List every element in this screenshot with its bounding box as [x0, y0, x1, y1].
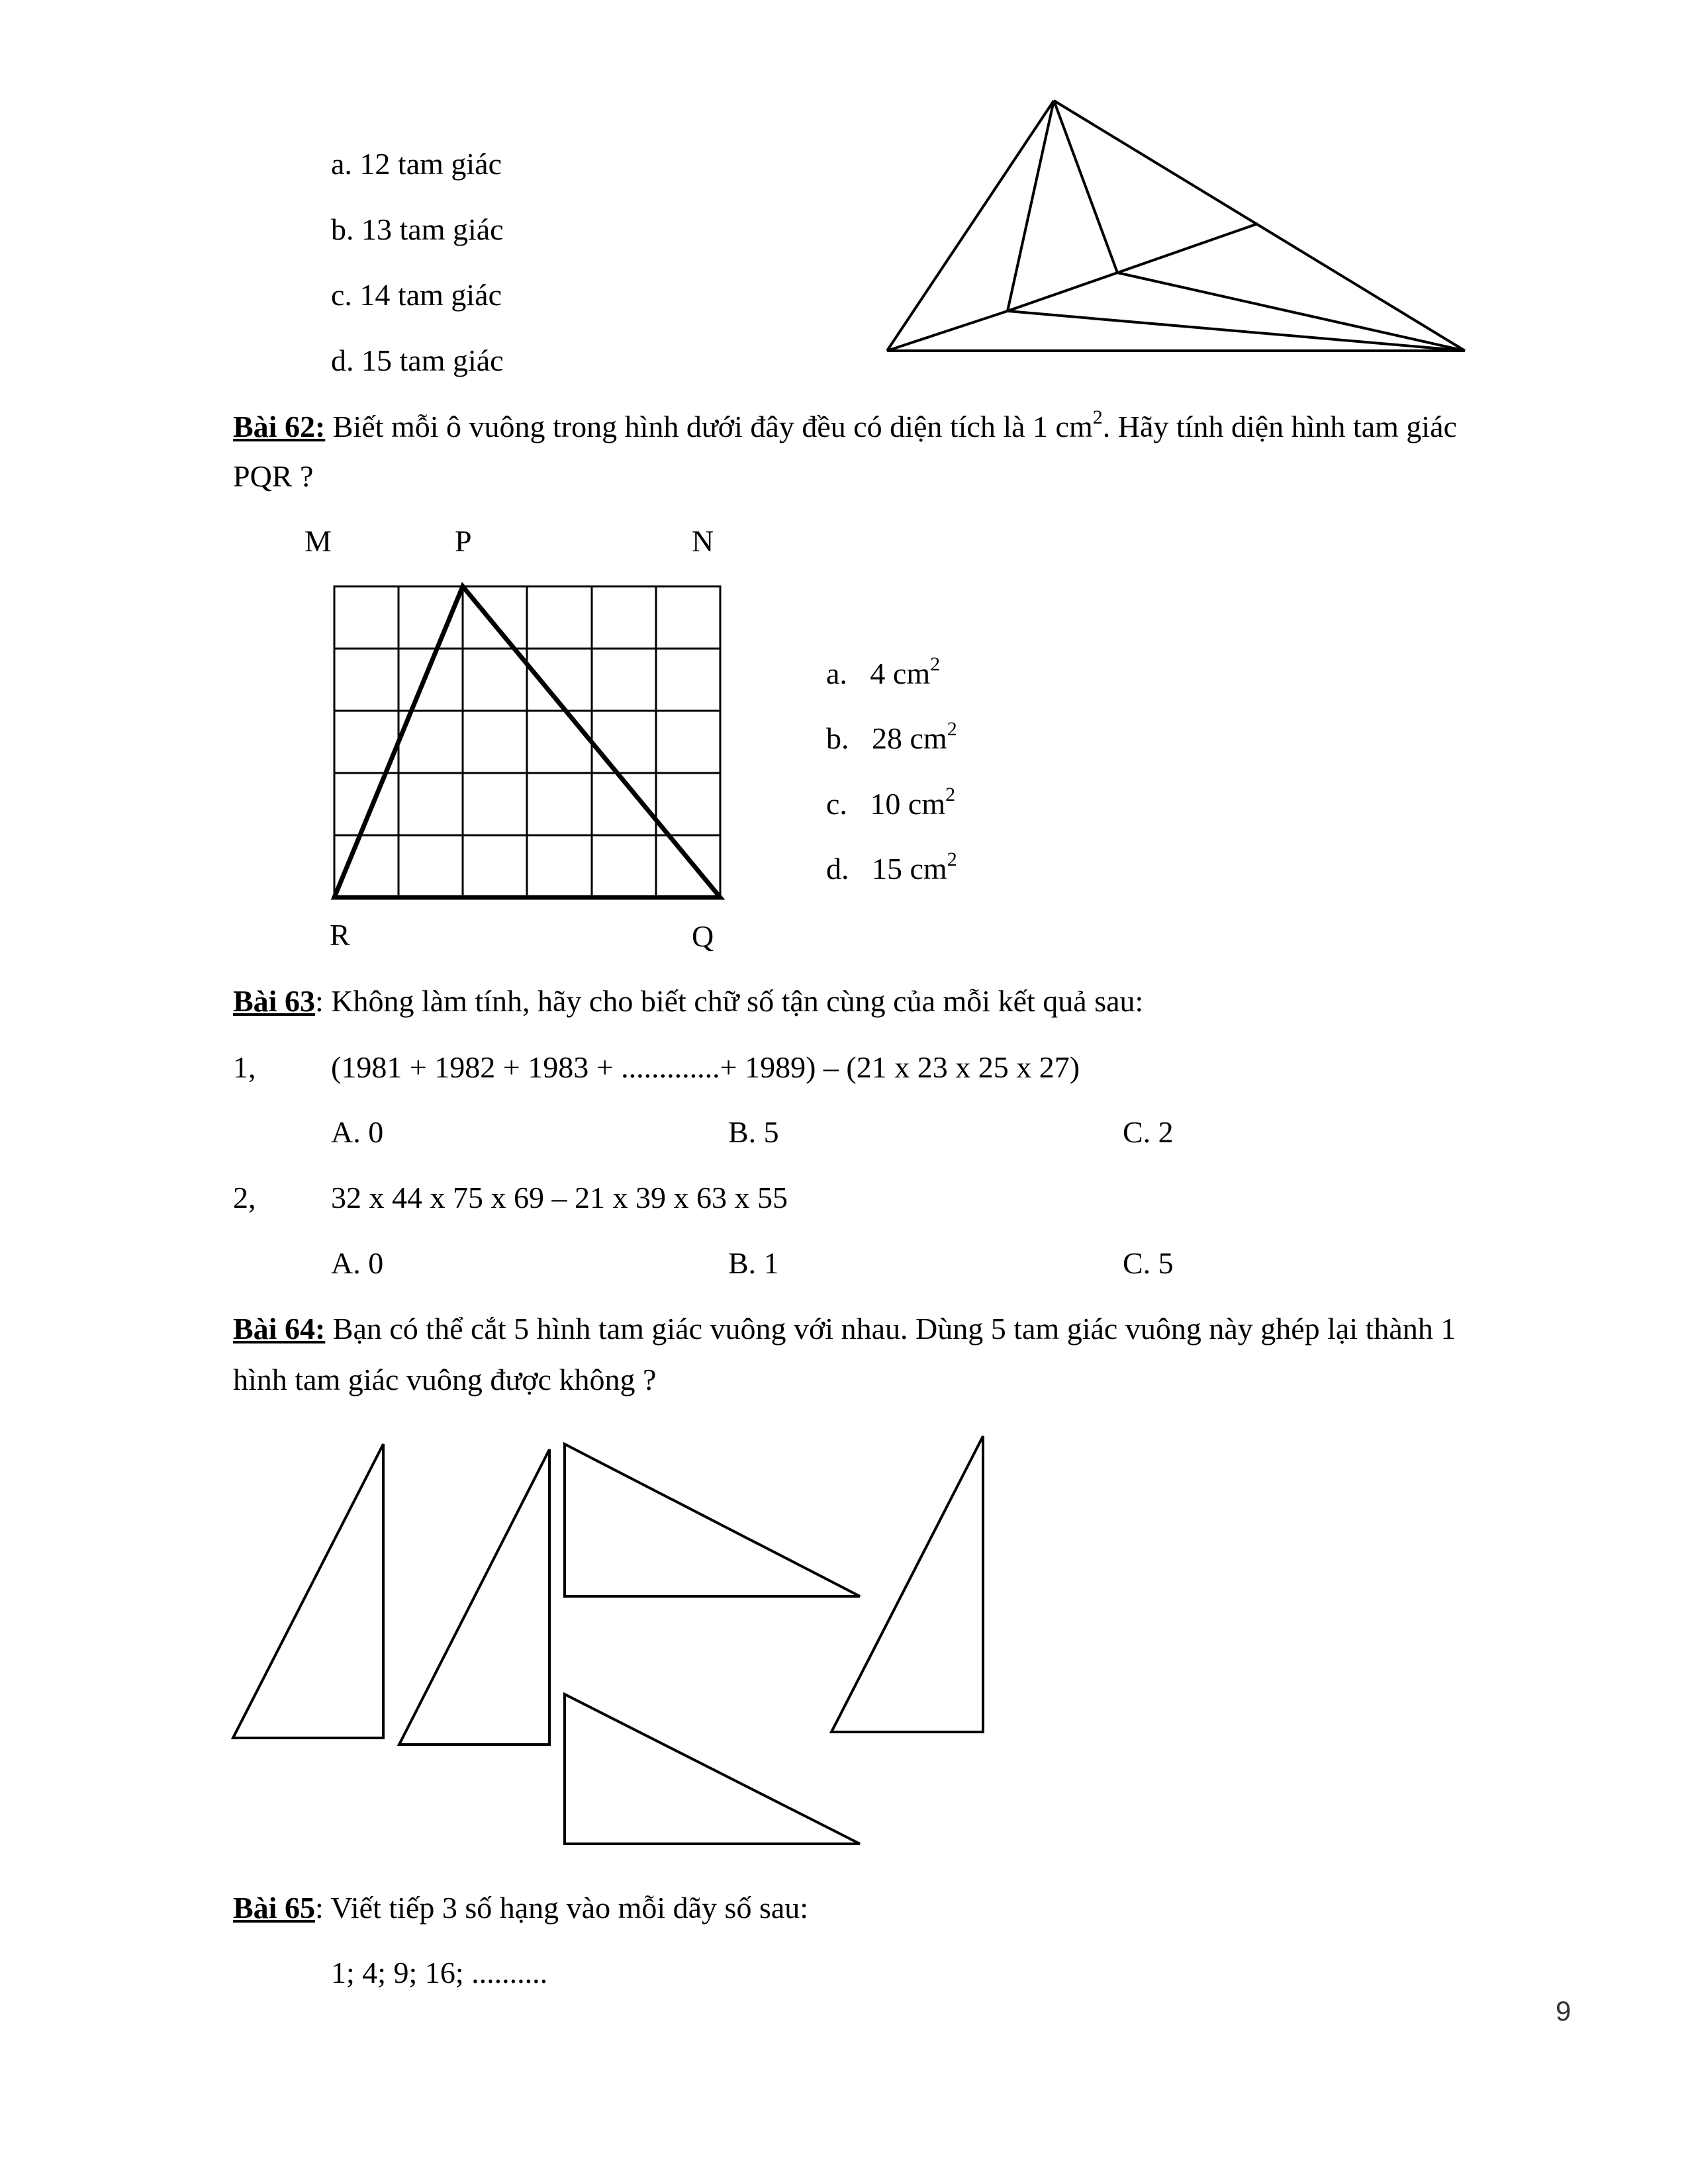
page-number: 9: [1556, 1995, 1571, 2026]
bai63-q1-option-b: B. 5: [728, 1115, 779, 1149]
bai62-option-c-value: 10 cm: [870, 787, 946, 821]
bai62-option-d-sup: 2: [947, 848, 957, 870]
bai64-title: Bài 64:: [233, 1312, 326, 1345]
bai62-option-b-label: b.: [826, 721, 849, 755]
bai63-q2-option-c: C. 5: [1123, 1246, 1174, 1280]
bai62-option-a-value: 4 cm: [870, 657, 931, 690]
bai63-q1-option-c: C. 2: [1123, 1115, 1174, 1149]
label-M: M: [305, 524, 332, 558]
bai63-q2-expression: 32 x 44 x 75 x 69 – 21 x 39 x 63 x 55: [331, 1181, 788, 1214]
bai65-text: : Viết tiếp 3 số hạng vào mỗi dãy số sau:: [314, 1891, 809, 1925]
bai65-sequence: 1; 4; 9; 16; ..........: [331, 1956, 548, 1989]
bai63-q2-option-b: B. 1: [728, 1246, 779, 1280]
right-triangle-2: [399, 1449, 549, 1745]
bai62-option-b-sup: 2: [947, 718, 957, 740]
right-triangle-3: [565, 1444, 860, 1596]
bai63-title: Bài 63: [233, 984, 315, 1018]
bai63-q1-option-a: A. 0: [331, 1115, 384, 1149]
label-Q: Q: [692, 919, 714, 953]
bai63-q2-option-a: A. 0: [331, 1246, 384, 1280]
bai63-q1-number: 1,: [233, 1050, 256, 1084]
bai64-question-line2: hình tam giác vuông được không ?: [233, 1363, 657, 1396]
bai62-option-a-label: a.: [826, 657, 847, 690]
bai65-question: [233, 1893, 808, 1923]
bai63-q1-expression: (1981 + 1982 + 1983 + .............+ 1989) – (21 x 23 x 25 x 27): [331, 1050, 1080, 1084]
bai65-title: Bài 65: [233, 1891, 315, 1925]
bai61-option-b: b. 13 tam giác: [331, 212, 504, 246]
bai61-option-a: a. 12 tam giác: [331, 147, 502, 181]
bai62-question-line2: PQR ?: [233, 459, 314, 493]
bai62-title: Bài 62:: [233, 410, 326, 443]
bai61-option-d: d. 15 tam giác: [331, 343, 504, 377]
bai62-sup: 2: [1092, 406, 1103, 428]
label-R: R: [330, 918, 350, 952]
bai62-text-a: Biết mỗi ô vuông trong hình dưới đây đều có diện tích là 1 cm: [325, 410, 1093, 443]
bai63-q2-number: 2,: [233, 1181, 256, 1214]
bai63-text: : Không làm tính, hãy cho biết chữ số tận cùng của mỗi kết quả sau:: [314, 984, 1144, 1018]
bai64-text-line1: Bạn có thể cắt 5 hình tam giác vuông với nhau. Dùng 5 tam giác vuông này ghép lại thành 1: [325, 1312, 1456, 1345]
right-triangle-4: [831, 1436, 983, 1732]
bai62-text-b: . Hãy tính diện hình tam giác: [1102, 410, 1458, 443]
label-N: N: [692, 524, 714, 558]
bai62-option-d-label: d.: [826, 852, 849, 886]
right-triangle-1: [233, 1444, 383, 1738]
right-triangle-5: [565, 1694, 860, 1844]
label-P: P: [455, 524, 472, 558]
bai61-option-c: c. 14 tam giác: [331, 278, 502, 312]
bai62-option-b-value: 28 cm: [872, 721, 947, 755]
bai62-option-c-sup: 2: [945, 784, 956, 805]
bai62-option-c-label: c.: [826, 787, 847, 821]
bai62-option-d-value: 15 cm: [872, 852, 947, 886]
bai62-option-a-sup: 2: [930, 653, 941, 675]
